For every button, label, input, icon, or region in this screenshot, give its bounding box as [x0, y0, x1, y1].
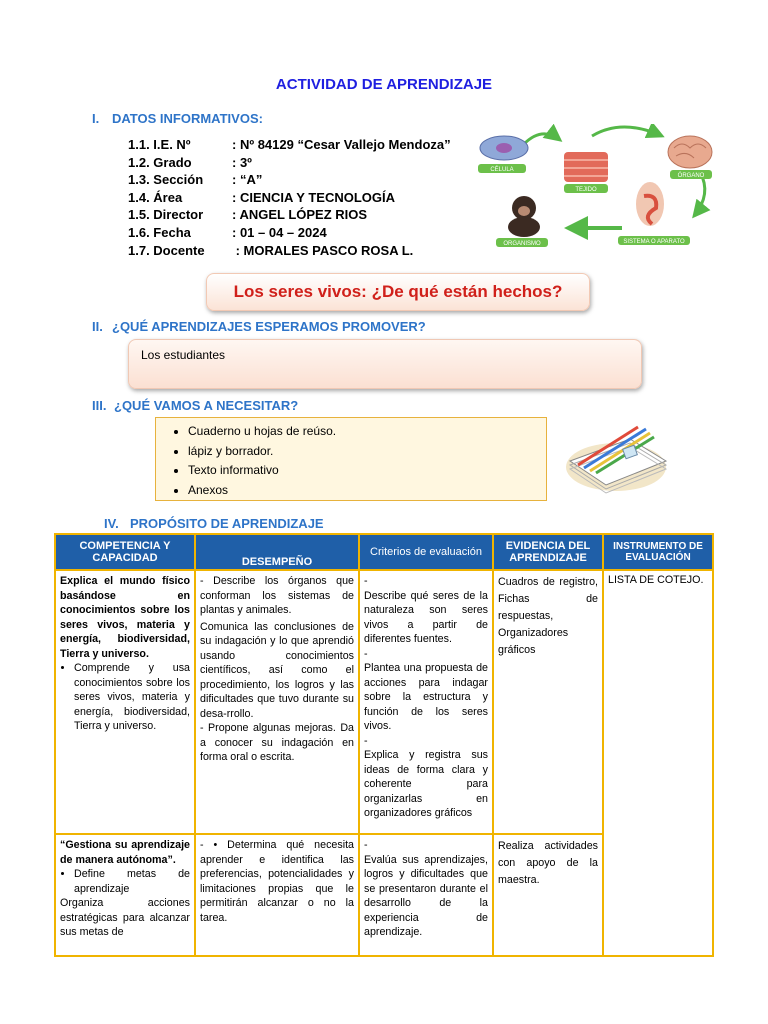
- header-criterios: Criterios de evaluación: [359, 534, 493, 570]
- datos-value: : Nº 84129 “Cesar Vallejo Mendoza”: [232, 137, 451, 152]
- dash-marker: -: [364, 734, 368, 747]
- list-item: • Define metas de aprendizaje: [74, 867, 190, 896]
- list-item: • Anexos: [188, 481, 546, 501]
- section-label: PROPÓSITO DE APRENDIZAJE: [130, 516, 324, 531]
- header-evidencia: EVIDENCIA DEL APRENDIZAJE: [493, 534, 603, 570]
- dash-marker: -: [364, 839, 368, 851]
- capacidad-text: Organiza acciones estratégicas para alcanzar sus metas de: [60, 897, 190, 938]
- header-competencia: COMPETENCIA Y CAPACIDAD: [55, 534, 195, 570]
- desempeno-text: • Determina qué necesita aprender e identifica las preferencias, potencialidades y limitaciones propias que le permitirán alcanzar o no la tarea.: [200, 839, 354, 924]
- diagram-label-tissue: TEJIDO: [575, 187, 597, 193]
- capacidad-list: [60, 867, 190, 896]
- list-item: • lápiz y borrador.: [188, 442, 546, 462]
- competencia-title: Explica el mundo físico basándose en conocimientos sobre los seres vivos, materia y energía, biodiversidad, Tierra y universo.: [60, 575, 190, 660]
- datos-key: 1.6. Fecha: [128, 224, 191, 240]
- notebook-pencils-illustration: [558, 405, 670, 497]
- datos-row: [128, 137, 451, 155]
- header-instrumento: INSTRUMENTO DE EVALUACIÓN: [603, 534, 713, 570]
- table-cell: [195, 834, 359, 956]
- digestive-system-icon: [636, 182, 664, 226]
- section-heading-proposito: [104, 516, 324, 531]
- datos-key: 1.7. Docente: [128, 242, 205, 258]
- section-heading-datos: [92, 111, 263, 126]
- desempeno-text: Propone algunas mejoras. Da a conocer su indagación en forma oral o escrita.: [200, 722, 354, 763]
- section-number: II.: [92, 319, 103, 334]
- datos-value: : CIENCIA Y TECNOLOGÍA: [232, 189, 395, 205]
- section-label: DATOS INFORMATIVOS:: [112, 111, 263, 126]
- table-cell: [55, 834, 195, 956]
- datos-value: : ANGEL LÓPEZ RIOS: [232, 207, 368, 223]
- list-item: • Comprende y usa conocimientos sobre los seres vivos, materia y energía, biodiversidad, Tierra y universo.: [74, 661, 190, 734]
- page-title: ACTIVIDAD DE APRENDIZAJE: [275, 76, 493, 93]
- materials-list: [156, 422, 546, 500]
- levels-of-organization-diagram: [472, 124, 722, 256]
- criterio-text: Explica y registra sus ideas de forma clara y coherente para organizarlas en organizadores gráficos: [364, 749, 488, 819]
- table-cell: [195, 570, 359, 834]
- desempeno-item: - Describe los órganos que conforman los sistemas de plantas y animales.: [200, 575, 355, 616]
- dash-marker: -: [364, 575, 368, 587]
- learning-goals-box: [128, 339, 642, 389]
- datos-informativos-list: [128, 137, 451, 260]
- section-label: ¿QUÉ VAMOS A NECESITAR?: [114, 398, 299, 413]
- section-heading-aprendizajes: [92, 319, 426, 334]
- section-label: ¿QUÉ APRENDIZAJES ESPERAMOS PROMOVER?: [112, 319, 426, 334]
- arrow-tissue-to-organ: [592, 127, 662, 136]
- criterio-text: Plantea una propuesta de acciones para indagar sobre la estructura y función de los seres vivos.: [364, 662, 488, 732]
- arrow-cell-to-tissue: [524, 134, 560, 144]
- datos-row: [128, 190, 451, 208]
- chimpanzee-icon: [508, 196, 540, 237]
- diagram-label-system: SISTEMA O APARATO: [623, 239, 685, 245]
- datos-key: 1.1. I.E. Nº: [128, 137, 191, 152]
- datos-row: [128, 207, 451, 225]
- datos-key: 1.2. Grado: [128, 154, 192, 170]
- datos-key: 1.4. Área: [128, 189, 183, 205]
- table-row: [55, 570, 713, 834]
- competencia-title: “Gestiona su aprendizaje de manera autónoma”.: [60, 839, 190, 866]
- diagram-label-organ: ÓRGANO: [677, 173, 705, 179]
- section-number: III.: [92, 398, 107, 413]
- datos-row: [128, 172, 451, 190]
- datos-key: 1.5. Director: [128, 207, 204, 223]
- datos-value: : 01 – 04 – 2024: [232, 224, 327, 240]
- table-cell: [359, 570, 493, 834]
- dash-marker: -: [364, 647, 368, 660]
- desempeno-text: Describe los órganos que conforman los sistemas de plantas y animales.: [200, 575, 355, 616]
- table-cell: [55, 570, 195, 834]
- materials-box: [155, 417, 547, 501]
- learning-purpose-table: [54, 533, 714, 957]
- table-header-row: [55, 534, 713, 570]
- criterio-text: Describe qué seres de la naturaleza son seres vivos a partir de diferentes fuentes.: [364, 589, 488, 645]
- datos-value: : MORALES PASCO ROSA L.: [232, 242, 414, 258]
- section-heading-materiales: [92, 398, 298, 413]
- datos-value: : 3º: [232, 154, 252, 170]
- datos-row: [128, 225, 451, 243]
- diagram-label-organism: ORGANISMO: [503, 241, 541, 247]
- list-item: • Cuaderno u hojas de reúso.: [188, 422, 546, 442]
- learning-goals-text: Los estudiantes: [141, 348, 226, 362]
- desempeno-item: - • Determina qué necesita aprender e identifica las preferencias, potencialidades y limitaciones propias que le permitirán alcanzar o no la tarea.: [200, 839, 354, 924]
- datos-value: : “A”: [232, 172, 263, 188]
- table-cell: LISTA DE COTEJO.: [603, 570, 713, 956]
- diagram-label-cell: CÉLULA: [490, 167, 514, 173]
- desempeno-item: Comunica las conclusiones de su indagación y lo que aprendió usando conocimientos científicos, así como el procedimiento, los logros y las dificultades que tuvo durante su desa-rrollo.: [200, 620, 354, 720]
- criterio-text: Evalúa sus aprendizajes, logros y dificultades que se presentaron durante el desarrollo de la experiencia de aprendizaje.: [364, 853, 488, 938]
- tissue-icon: [564, 152, 608, 182]
- datos-row: [128, 155, 451, 173]
- brain-icon: [668, 136, 712, 168]
- table-cell: [359, 834, 493, 956]
- topic-banner: Los seres vivos: ¿De qué están hechos?: [206, 273, 590, 311]
- table-cell: Cuadros de registro, Fichas de respuestas, Organizadores gráficos: [493, 570, 603, 834]
- list-item: • Texto informativo: [188, 461, 546, 481]
- desempeno-item: - Propone algunas mejoras. Da a conocer su indagación en forma oral o escrita.: [200, 722, 354, 763]
- table-cell: Realiza actividades con apoyo de la maestra.: [493, 834, 603, 956]
- cell-icon: [480, 136, 528, 160]
- datos-key: 1.3. Sección: [128, 172, 204, 188]
- header-desempeno: DESEMPEÑO: [195, 534, 359, 570]
- section-number: IV.: [104, 516, 119, 531]
- capacidad-list: [60, 661, 190, 734]
- section-number: I.: [92, 111, 100, 126]
- datos-row: [128, 243, 451, 261]
